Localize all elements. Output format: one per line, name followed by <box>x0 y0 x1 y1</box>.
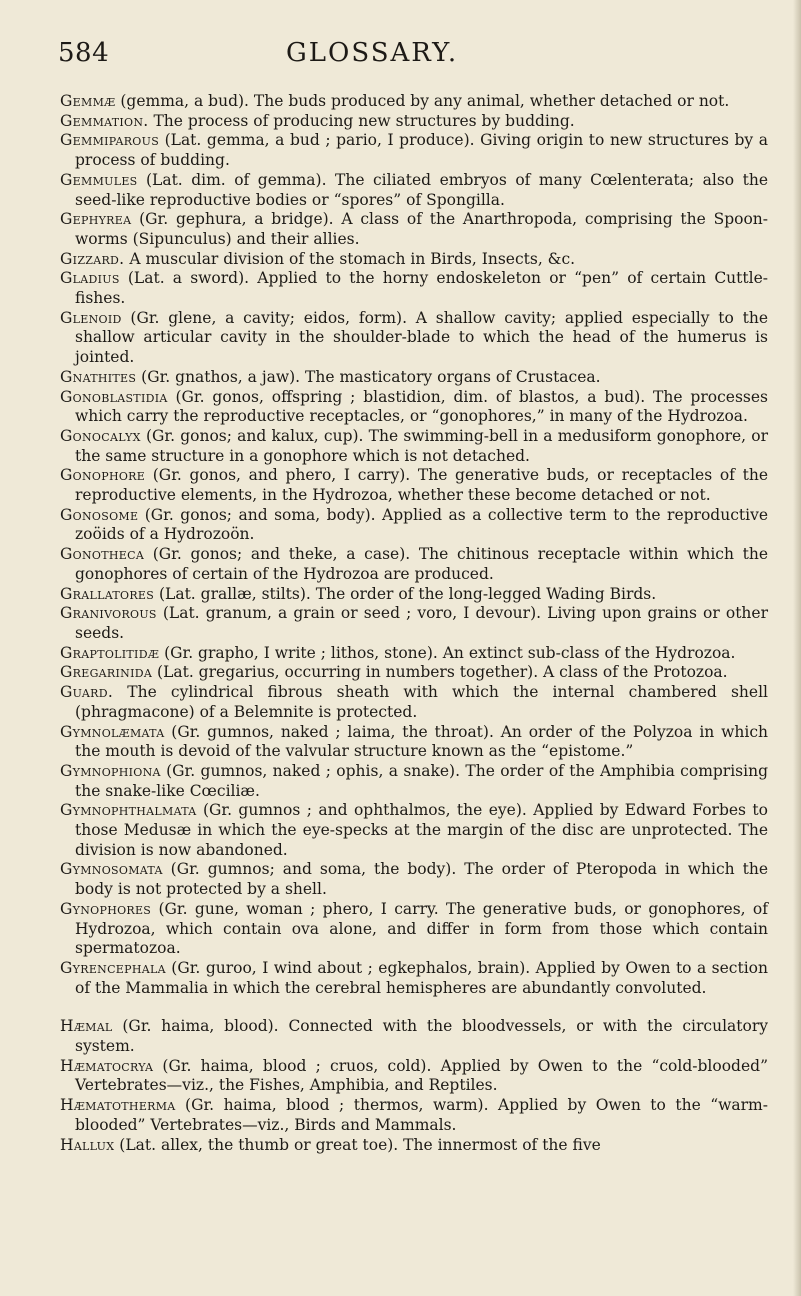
glossary-entry <box>60 762 768 801</box>
glossary-entry <box>60 92 768 112</box>
definition: (Lat. granum, a grain or seed ; voro, I devour). Living upon grains or other seeds. <box>75 604 768 642</box>
glossary-entry <box>60 427 768 466</box>
definition: (Gr. haima, blood ; cruos, cold). Applied by Owen to the “cold-blooded” Vertebrates—viz., the Fishes, Amphibia, and Reptiles. <box>75 1056 768 1095</box>
headword: Grallatores <box>60 584 155 603</box>
glossary-entry <box>60 1096 768 1135</box>
headword: Graptolitidæ <box>60 643 160 662</box>
glossary-entry <box>60 210 768 249</box>
definition: (Gr. gumnos ; and ophthalmos, the eye). Applied by Edward Forbes to those Medusæ in which the eye-specks at the margin of the disc are unprotected. The division is now abandoned. <box>75 801 768 859</box>
definition: (Gr. gumnos, naked ; laima, the throat). An order of the Polyzoa in which the mouth is devoid of the valvular structure known as the “epistome.” <box>75 722 768 761</box>
glossary-entry <box>60 506 768 545</box>
definition: (Gr. gonos; and soma, body). Applied as a collective term to the reproductive zoöids of a Hydrozoön. <box>75 505 768 544</box>
definition: (Gr. gonos; and kalux, cup). The swimming-bell in a medusiform gonophore, or the same structure in a gonophore which is not detached. <box>75 426 768 465</box>
headword: Hæmatotherma <box>60 1096 176 1115</box>
headword: Gemmiparous <box>60 131 160 150</box>
definition: (Gr. gephura, a bridge). A class of the Anarthropoda, comprising the Spoon-worms (Sipunculus) and their allies. <box>75 210 768 248</box>
headword: Gladius <box>60 269 120 288</box>
headword: Gonotheca <box>60 545 145 564</box>
glossary-entry <box>60 723 768 762</box>
headword: Gymnophiona <box>60 761 161 780</box>
glossary-entry <box>60 309 768 368</box>
headword: Gonocalyx <box>60 426 141 445</box>
running-head: GLOSSARY. <box>286 38 459 68</box>
glossary-entry <box>60 466 768 505</box>
definition: (Lat. gregarius, occurring in numbers together). A class of the Protozoa. <box>152 663 728 682</box>
glossary-entry <box>60 644 768 664</box>
page-edge-shadow <box>793 0 801 1296</box>
definition: (Lat. dim. of gemma). The ciliated embryos of many Cœlenterata; also the seed-like reproductive bodies or “spores” of Spongilla. <box>75 170 768 209</box>
definition: (Gr. gonos, and phero, I carry). The generative buds, or receptacles of the reproductive elements, in the Hydrozoa, whether these become detached or not. <box>75 466 768 505</box>
headword: Gyrencephala <box>60 958 166 977</box>
glossary-entry <box>60 1136 768 1156</box>
glossary-entry <box>60 388 768 427</box>
glossary-entry <box>60 171 768 210</box>
glossary-entry <box>60 900 768 959</box>
glossary-entry <box>60 683 768 722</box>
page-number: 584 <box>58 38 110 68</box>
definition: (Gr. grapho, I write ; lithos, stone). An extinct sub-class of the Hydrozoa. <box>159 643 736 662</box>
glossary-entry <box>60 250 768 270</box>
headword: Gregarinida <box>60 663 153 682</box>
definition: The process of producing new structures by budding. <box>148 111 575 130</box>
glossary-entry <box>60 585 768 605</box>
headword: Gymnosomata <box>60 860 163 879</box>
headword: Gizzard. <box>60 249 125 268</box>
glossary-entry <box>60 112 768 132</box>
glossary-entry <box>60 1057 768 1096</box>
glossary-body <box>60 92 768 1155</box>
headword: Gonosome <box>60 505 139 524</box>
glossary-entry <box>60 269 768 308</box>
glossary-entry <box>60 1017 768 1056</box>
definition: (Lat. allex, the thumb or great toe). The innermost of the five <box>114 1135 601 1154</box>
headword: Hallux <box>60 1135 115 1154</box>
definition: (Gr. gumnos, naked ; ophis, a snake). The order of the Amphibia comprising the snake-like Cœciliæ. <box>75 761 768 800</box>
glossary-entry <box>60 131 768 170</box>
headword: Gemmæ <box>60 92 116 110</box>
definition: (gemma, a bud). The buds produced by any animal, whether detached or not. <box>115 92 730 110</box>
headword: Hæmal <box>60 1017 113 1036</box>
headword: Glenoid <box>60 308 122 327</box>
glossary-entry <box>60 959 768 998</box>
headword: Hæmatocrya <box>60 1056 154 1075</box>
headword: Gnathites <box>60 367 137 386</box>
definition: (Gr. gune, woman ; phero, I carry. The generative buds, or gonophores, of Hydrozoa, which contain ova alone, and differ in form from those which contain spermatozoa. <box>75 899 768 958</box>
headword: Guard. <box>60 683 114 702</box>
definition: (Lat. gemma, a bud ; pario, I produce). Giving origin to new structures by a process of budding. <box>75 131 768 170</box>
definition: The cylindrical fibrous sheath with which the internal chambered shell (phragmacone) of a Belemnite is protected. <box>75 683 768 721</box>
definition: (Gr. glene, a cavity; eidos, form). A shallow cavity; applied especially to the shallow articular cavity in the shoulder-blade to which the head of the humerus is jointed. <box>75 308 768 367</box>
headword: Gonophore <box>60 466 146 485</box>
glossary-entry <box>60 545 768 584</box>
page-header <box>58 38 761 78</box>
headword: Gonoblastidia <box>60 387 168 406</box>
headword: Gymnolæmata <box>60 722 165 741</box>
definition: (Gr. haima, blood). Connected with the bloodvessels, or with the circulatory system. <box>75 1017 768 1056</box>
glossary-entry <box>60 368 768 388</box>
definition: A muscular division of the stomach in Birds, Insects, &c. <box>124 249 576 268</box>
glossary-entry <box>60 801 768 860</box>
headword: Gephyrea <box>60 210 132 229</box>
definition: (Gr. gumnos; and soma, the body). The order of Pteropoda in which the body is not protected by a shell. <box>75 860 768 899</box>
headword: Gynophores <box>60 899 152 918</box>
headword: Gemmules <box>60 170 138 189</box>
definition: (Gr. gonos, offspring ; blastidion, dim. of blastos, a bud). The processes which carry the reproductive receptacles, or “gonophores,” in many of the Hydrozoa. <box>75 387 768 426</box>
definition: (Lat. grallæ, stilts). The order of the long-legged Wading Birds. <box>154 584 657 603</box>
glossary-entry <box>60 860 768 899</box>
headword: Granivorous <box>60 604 157 623</box>
headword: Gymnophthalmata <box>60 801 197 820</box>
definition: (Gr. guroo, I wind about ; egkephalos, brain). Applied by Owen to a section of the Mammalia in which the cerebral hemispheres are abundantly convoluted. <box>75 958 768 997</box>
definition: (Gr. gonos; and theke, a case). The chitinous receptacle within which the gonophores of certain of the Hydrozoa are produced. <box>75 545 768 583</box>
glossary-entry <box>60 663 768 683</box>
definition: (Lat. a sword). Applied to the horny endoskeleton or “pen” of certain Cuttle-fishes. <box>75 269 768 308</box>
glossary-entry <box>60 604 768 643</box>
definition: (Gr. gnathos, a jaw). The masticatory organs of Crustacea. <box>136 367 601 386</box>
headword: Gemmation. <box>60 111 149 130</box>
definition: (Gr. haima, blood ; thermos, warm). Applied by Owen to the “warm-blooded” Vertebrates—viz., Birds and Mammals. <box>75 1096 768 1134</box>
